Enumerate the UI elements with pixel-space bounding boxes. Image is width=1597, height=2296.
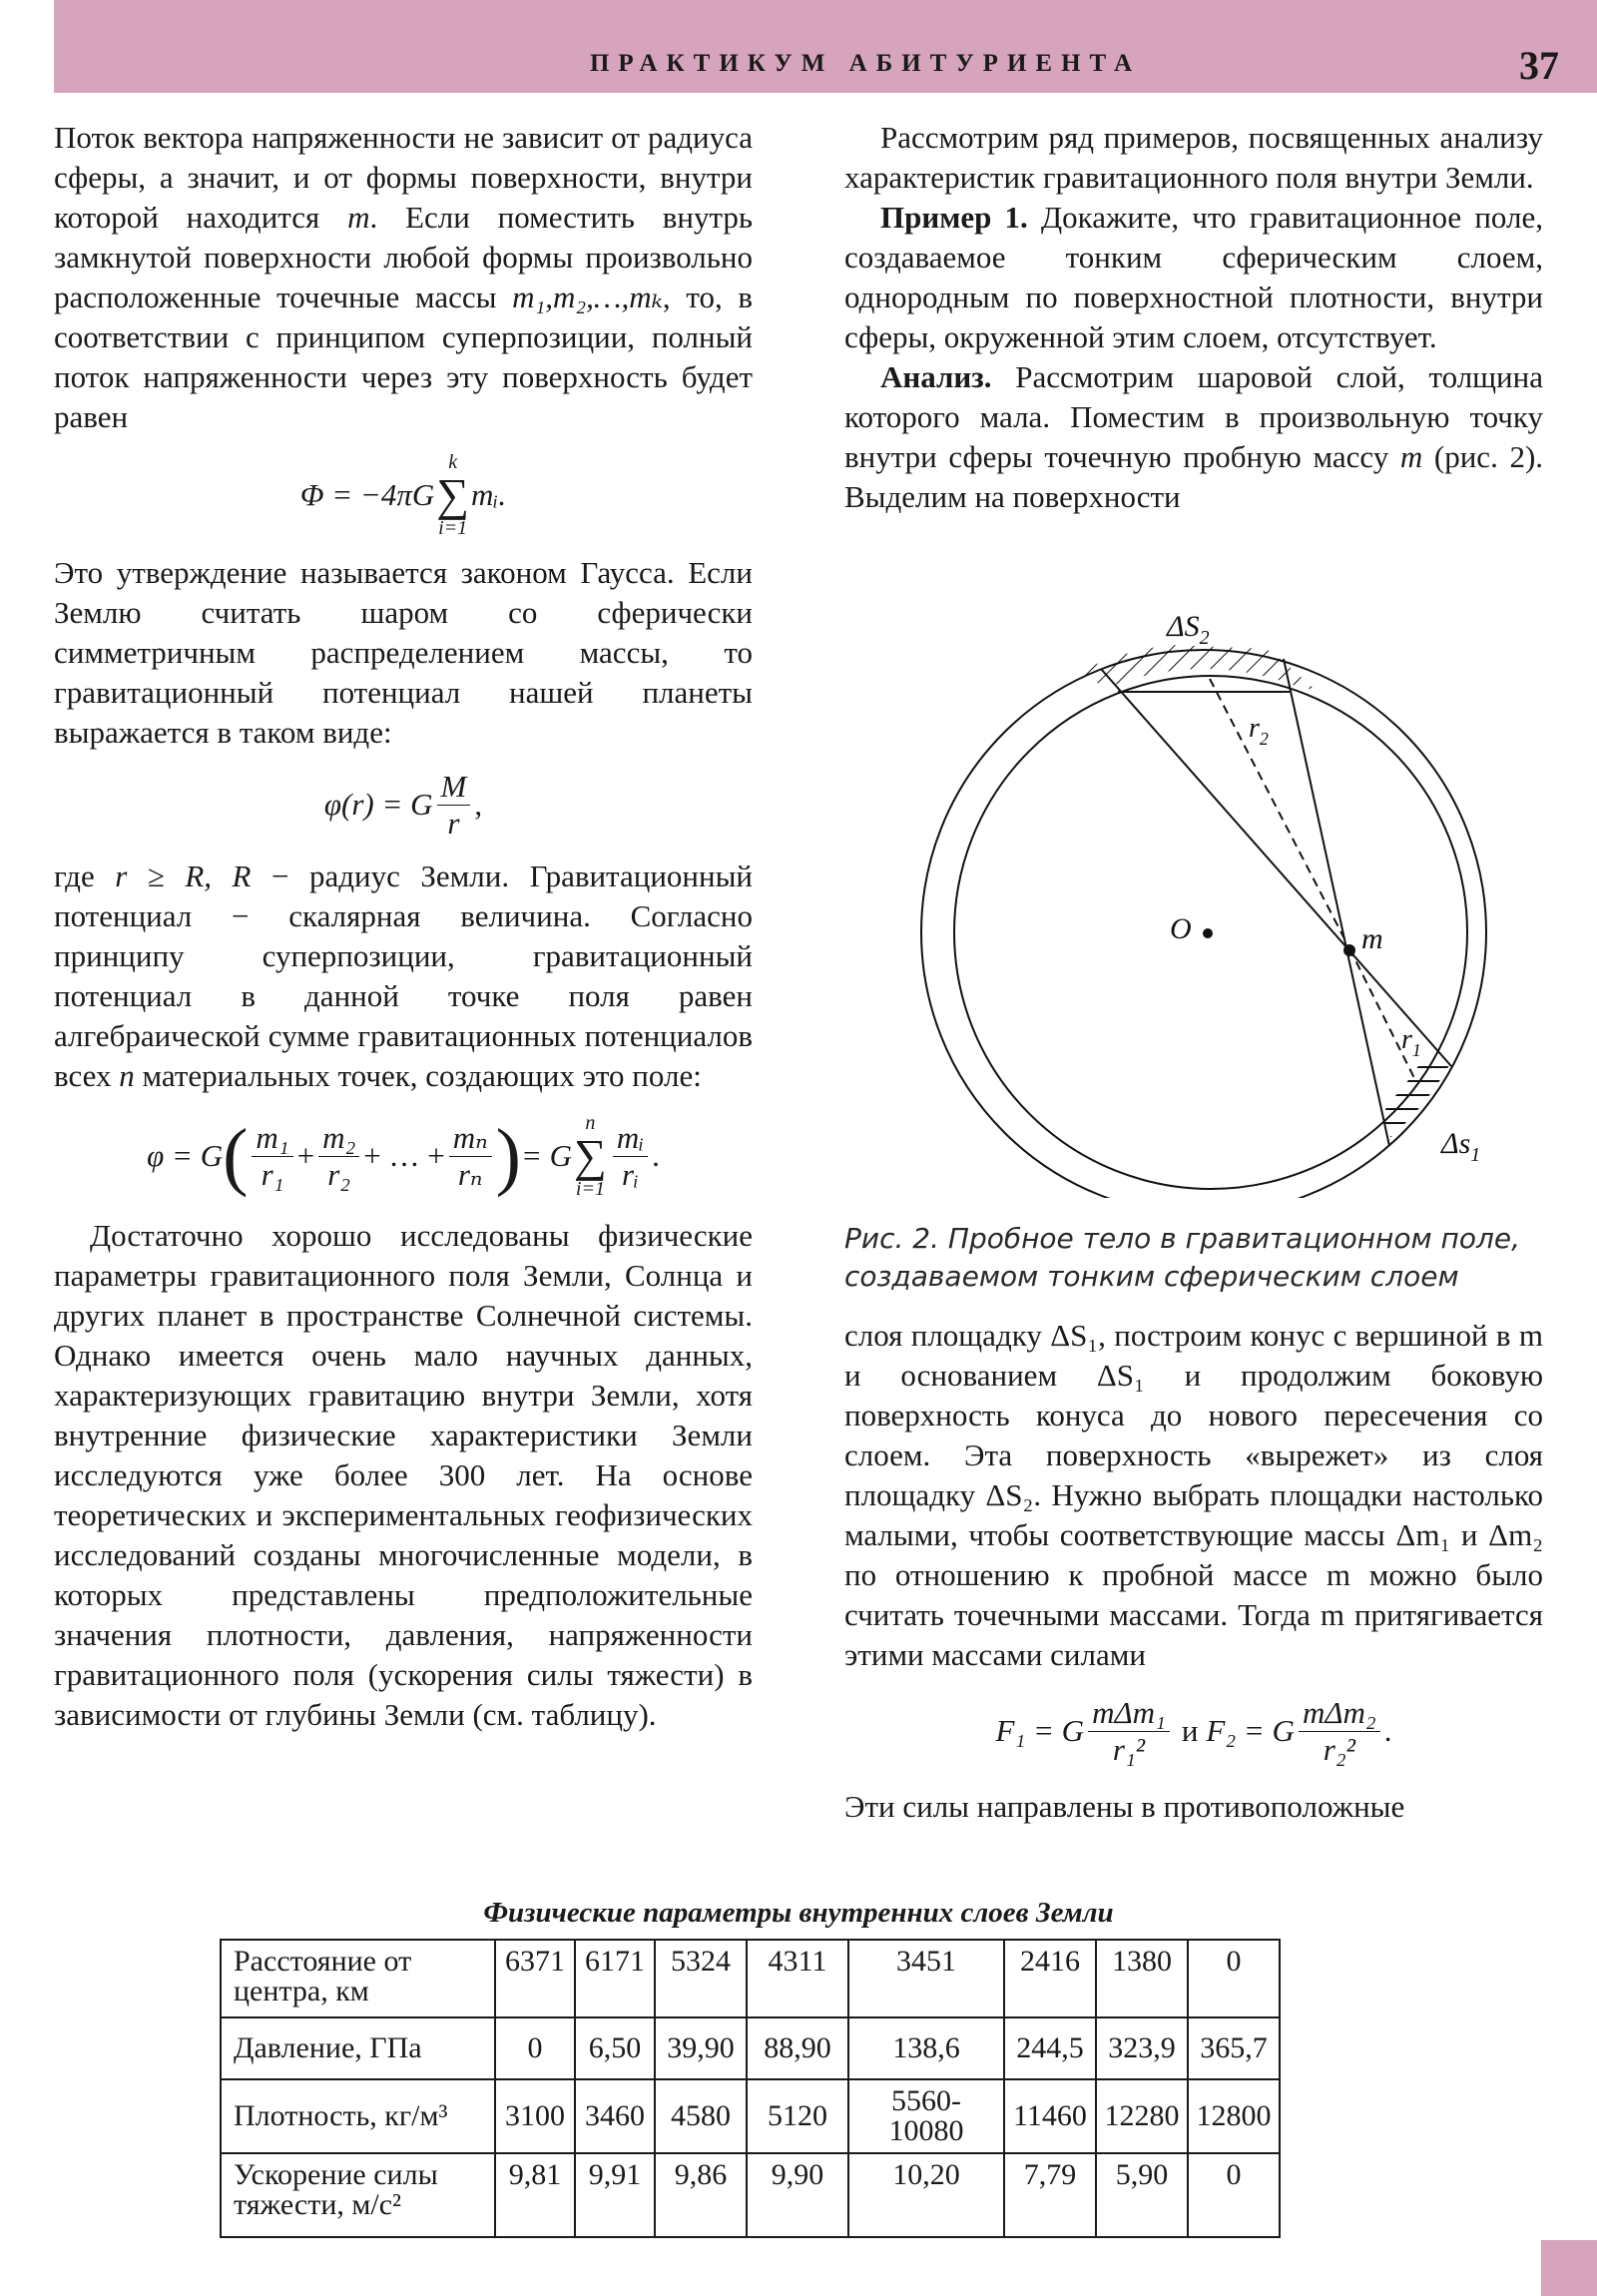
cone-line-right	[1284, 659, 1389, 1146]
running-title: ПРАКТИКУМ АБИТУРИЕНТА	[589, 50, 1141, 77]
formula-superposition: φ = G ( $\frac{\text{m₁}}{\text{r₁}}$ + $\frac{\text{m₂}}{\text{r₂}}$ + … + $\frac{\text{mₙ}}{\text{rₙ}}$ ) = G n ∑ i=1 $\frac{\text{mᵢ}}{\text{rᵢ}}$ .	[147, 1112, 660, 1200]
label-ds1: $\Delta s_1$	[1441, 1127, 1481, 1166]
page-corner-marker	[1541, 2240, 1597, 2296]
figure-caption: Рис. 2. Пробное тело в гравитационном поле, создаваемом тонким сферическим слоем	[844, 1222, 1520, 1293]
label-o: O	[1170, 912, 1192, 945]
page-number: 37	[1519, 43, 1559, 88]
sum-symbol: k ∑ i=1	[436, 451, 470, 539]
label-r2: $r_2$	[1249, 713, 1269, 749]
analysis-label: Анализ.	[880, 359, 992, 394]
row-label: Давление, ГПа	[221, 2017, 495, 2079]
paragraph-flux: Поток вектора напряженности не зависит от радиуса сферы, а значит, и от формы поверхности, внутри которой находится m. Если поместить внутрь замкнутой поверхности любой формы произвольно расположенные точечные массы m₁,m₂,…,mₖ, то, в соответствии с принципом суперпозиции, полный поток напряженности через эту поверхность будет равен	[54, 120, 754, 434]
center-point	[1203, 928, 1213, 938]
row-label: Плотность, кг/м³	[221, 2079, 495, 2153]
table-row: Плотность, кг/м³ 3100 3460 4580 5120 5560-10080 11460 12280 12800	[221, 2079, 1280, 2153]
paragraph-intro: Рассмотрим ряд примеров, посвященных анализу характеристик гравитационного поля внутри Земли.	[844, 120, 1543, 195]
right-column-continued	[844, 1316, 1543, 1827]
paragraph-superposition: где r ≥ R, R − радиус Земли. Гравитационный потенциал − скалярная величина. Согласно принципу суперпозиции, гравитационный потенциал в данной точке поля равен алгебраической сумме гравитационных потенциалов всех n материальных точек, создающих это поле:	[54, 859, 754, 1093]
earth-layers-table	[220, 1939, 1281, 2238]
page-header	[54, 0, 1597, 93]
paragraph-example: Пример 1. Докажите, что гравитационное поле, создаваемое тонким сферическим слоем, однородным по поверхностной плотности, внутри сферы, окруженной этим слоем, отсутствует.	[844, 200, 1543, 354]
table-row: Расстояние от центра, км 6371 6171 5324 4311 3451 2416 1380 0	[221, 1940, 1280, 2017]
paragraph-analysis: Анализ. Рассмотрим шаровой слой, толщина которого мала. Поместим в произвольную точку внутри сферы точечную пробную массу m (рис. 2). Выделим на поверхности	[844, 359, 1544, 514]
label-m: m	[1361, 922, 1383, 955]
paragraph-forces-direction: Эти силы направлены в противоположные	[844, 1789, 1405, 1824]
figure-spherical-shell	[904, 599, 1503, 1198]
example-label: Пример 1.	[880, 200, 1028, 235]
test-mass-point	[1343, 944, 1355, 956]
formula-potential: φ(r) = G $\frac{M}{r}$ ,	[323, 768, 483, 841]
paragraph-gauss: Это утверждение называется законом Гаусса. Если Землю считать шаром со сферически симметричным распределением массы, то гравитационный потенциал нашей планеты выражается в таком виде:	[54, 555, 753, 750]
r2-dashed-line	[1210, 679, 1349, 948]
paragraph-cone: слоя площадку ΔS₁, построим конус с вершиной в m и основанием ΔS₁ и продолжим боковую поверхность конуса до нового пересечения со слоем. Эта поверхность «вырежет» из слоя площадку ΔS₂. Нужно выбрать площадки настолько малыми, чтобы соответствующие массы Δm₁ и Δm₂ по отношению к пробной массе m можно было считать точечными массами. Тогда m притягивается этими массами силами	[844, 1318, 1543, 1672]
left-column	[54, 118, 753, 1735]
label-r1: $r_1$	[1401, 1024, 1421, 1060]
paragraph-research: Достаточно хорошо исследованы физические параметры гравитационного поля Земли, Солнца и других планет в пространстве Солнечной системы. Однако имеется очень мало научных данных, характеризующих гравитацию внутри Земли, хотя внутренние физические характеристики Земли исследуются уже более 300 лет. На основе теоретических и экспериментальных геофизических исследований созданы многочисленные модели, в которых представлены предположительные значения плотности, давления, напряженности гравитационного поля (ускорения силы тяжести) в зависимости от глубины Земли (см. таблицу).	[54, 1218, 753, 1732]
label-ds2: $\Delta S_2$	[1167, 610, 1210, 649]
row-label: Ускорение силы тяжести, м/с²	[221, 2153, 495, 2237]
table-row: Давление, ГПа 0 6,50 39,90 88,90 138,6 244,5 323,9 365,7	[221, 2017, 1280, 2079]
table-row: Ускорение силы тяжести, м/с² 9,81 9,91 9,86 9,90 10,20 7,79 5,90 0	[221, 2153, 1280, 2237]
row-label: Расстояние от центра, км	[221, 1940, 495, 2017]
formula-gauss-law: Φ = −4πG k ∑ i=1 mᵢ.	[299, 451, 507, 539]
table-title: Физические параметры внутренних слоев Земли	[483, 1897, 1114, 1929]
formula-forces: F₁ = G $\frac{\text{mΔm₁}}{\text{r₁²}}$ и F₂ = G $\frac{\text{mΔm₂}}{\text{r₂²}}$ .	[995, 1694, 1392, 1767]
right-column	[844, 118, 1543, 517]
